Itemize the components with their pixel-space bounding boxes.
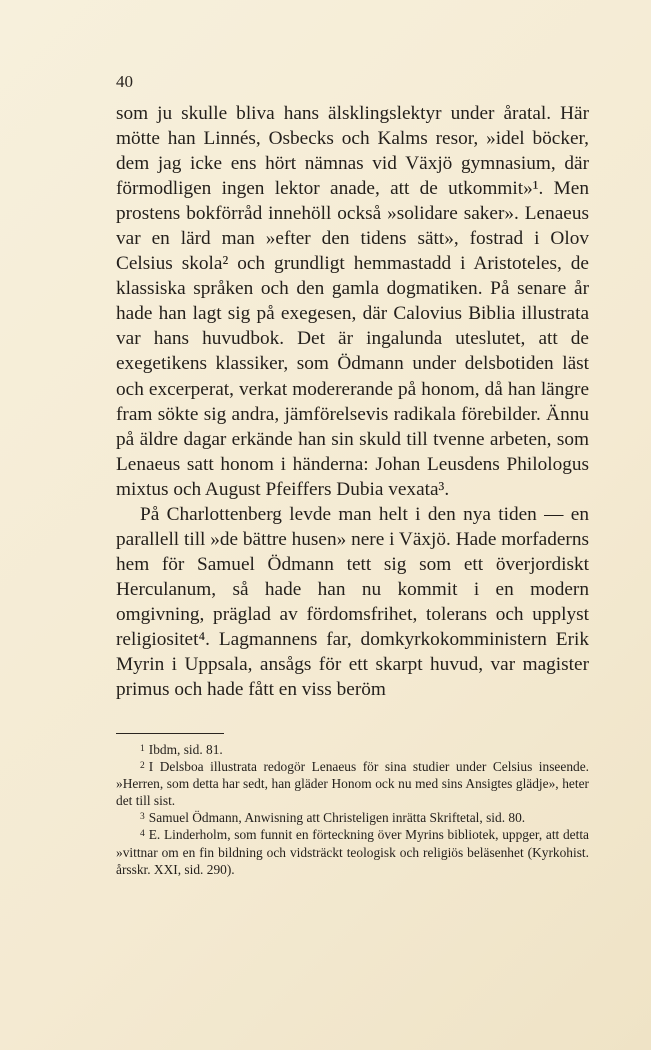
footnote-4-text: E. Linderholm, som funnit en förteckning över Myrins bibliotek, uppger, att detta »vittnar om en fin bildning och vidsträckt teologisk och religiös beläsenhet (Kyrkohist. årsskr. XXI, sid. 290). [116, 827, 589, 877]
footnote-1-mark: 1 [140, 744, 145, 754]
footnote-1-text: Ibdm, sid. 81. [148, 742, 223, 757]
paragraph-1: som ju skulle bliva hans älsklingslektyr under åratal. Här mötte han Linnés, Osbecks och Kalms resor, »idel böcker, dem jag icke ens hört nämnas vid Växjö gymnasium, där förmodligen ingen lektor anade, att de utkommit»¹. Men prostens bokförråd innehöll också »solidare saker». Lenaeus var en lärd man »efter den tidens sätt», fostrad i Olov Celsius skola² och grundligt hemmastadd i Aristoteles, de klassiska språken och den gamla dogmatiken. På senare år hade han lagt sig på exegesen, där Calovius Biblia illustrata var hans huvudbok. Det är ingalunda uteslutet, att de exegetikens klassiker, som Ödmann under delsbotiden läst och excerperat, verkat modererande på honom, då han längre fram sökte sig andra, jämförelsevis radikala förebilder. Ännu på äldre dagar erkände han sin skuld till tvenne arbeten, som Lenaeus satt honom i händerna: Johan Leusdens Philologus mixtus och August Pfeiffers Dubia vexata³. [116, 103, 589, 500]
body-text [116, 101, 589, 702]
footnotes [116, 741, 589, 878]
footnote-1 [116, 741, 589, 758]
page-number: 40 [116, 72, 133, 91]
footnote-2-text: I Delsboa illustrata redogör Lenaeus för sina studier under Celsius inseende. »Herren, som detta har sedt, han gläder Honom ock nu med sins Ansigtes glädje», heter det till sist. [116, 759, 589, 809]
footnote-2 [116, 758, 589, 809]
footnote-2-mark: 2 [140, 761, 145, 772]
footnote-4-mark: 4 [140, 829, 145, 840]
footnote-3-mark: 3 [140, 812, 145, 823]
footnote-divider [116, 733, 224, 734]
paragraph-2: På Charlottenberg levde man helt i den nya tiden — en parallell till »de bättre husen» nere i Växjö. Hade morfaderns hem för Samuel Ödmann tett sig som ett överjordiskt Herculanum, så hade han nu kommit i en modern omgivning, präglad av fördomsfrihet, tolerans och upplyst religiositet⁴. Lagmannens far, domkyrkokomministern Erik Myrin i Uppsala, ansågs för ett skarpt huvud, var magister primus och hade fått en viss beröm [116, 503, 589, 701]
footnote-4 [116, 826, 589, 877]
footnote-3-text: Samuel Ödmann, Anwisning att Christeligen inrätta Skriftetal, sid. 80. [148, 810, 526, 826]
footnote-3 [116, 809, 589, 826]
